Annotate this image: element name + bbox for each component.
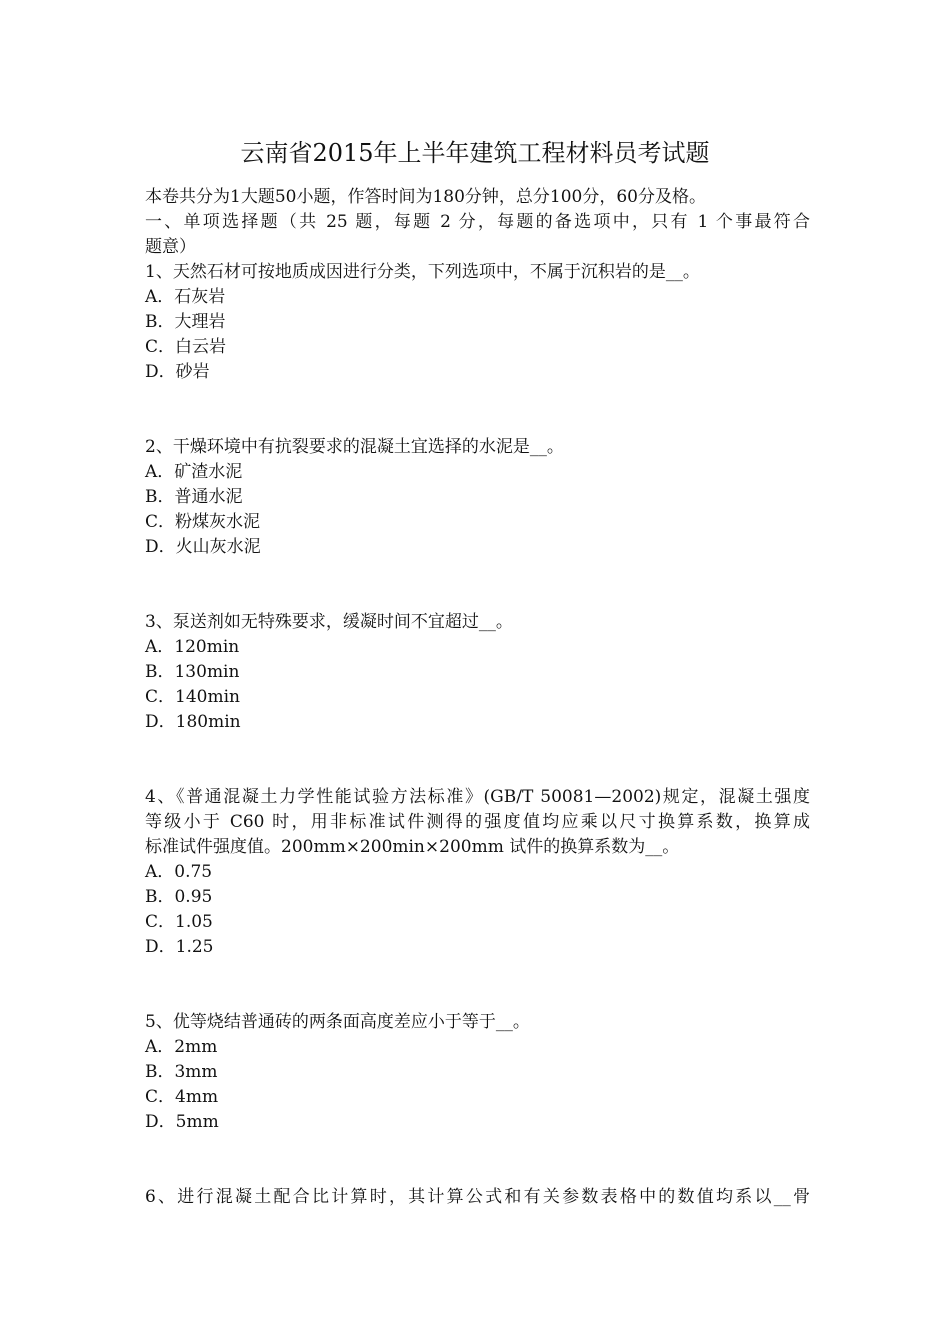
- option-c: C．140min: [145, 687, 240, 707]
- question-stem-line-3: 标准试件强度值。200mm×200min×200mm 试件的换算系数为__。: [145, 837, 680, 857]
- option-a: A．石灰岩: [145, 287, 226, 307]
- spacer: [145, 960, 810, 1010]
- question-stem: 3、泵送剂如无特殊要求，缓凝时间不宜超过__。: [145, 612, 513, 632]
- question-stem: 2、干燥环境中有抗裂要求的混凝土宜选择的水泥是__。: [145, 437, 564, 457]
- option-b: B．130min: [145, 662, 240, 682]
- spacer: [145, 735, 810, 785]
- question-3: [145, 610, 810, 735]
- spacer: [145, 385, 810, 435]
- option-a: A．矿渣水泥: [145, 462, 243, 482]
- question-stem: 5、优等烧结普通砖的两条面高度差应小于等于__。: [145, 1012, 530, 1032]
- option-c: C．1.05: [145, 912, 213, 932]
- document-body: [145, 185, 810, 1210]
- option-c: C．4mm: [145, 1087, 219, 1107]
- document-title: 云南省2015年上半年建筑工程材料员考试题: [240, 139, 710, 167]
- question-stem-line-1: 4、《普通混凝土力学性能试验方法标准》(GB/T 50081—2002)规定，混凝土强度: [145, 787, 810, 807]
- option-d: D．砂岩: [145, 362, 210, 382]
- section-heading-line-2: 题意）: [145, 237, 196, 257]
- option-d: D．5mm: [145, 1112, 219, 1132]
- option-c: C．粉煤灰水泥: [145, 512, 261, 532]
- question-stem: 1、天然石材可按地质成因进行分类，下列选项中，不属于沉积岩的是__。: [145, 262, 700, 282]
- option-b: B．普通水泥: [145, 487, 243, 507]
- question-stem: 6、进行混凝土配合比计算时，其计算公式和有关参数表格中的数值均系以__骨: [145, 1187, 810, 1207]
- spacer: [145, 1135, 810, 1185]
- option-b: B．0.95: [145, 887, 213, 907]
- option-a: A．120min: [145, 637, 240, 657]
- exam-intro: 本卷共分为1大题50小题，作答时间为180分钟，总分100分，60分及格。: [145, 187, 706, 207]
- question-4: [145, 785, 810, 960]
- question-1: [145, 260, 810, 385]
- question-stem-line-2: 等级小于 C60 时，用非标准试件测得的强度值均应乘以尺寸换算系数，换算成: [145, 812, 810, 832]
- section-heading-line-1: 一、单项选择题（共 25 题，每题 2 分，每题的备选项中，只有 1 个事最符合: [145, 212, 810, 232]
- question-5: [145, 1010, 810, 1135]
- option-a: A．0.75: [145, 862, 213, 882]
- option-d: D．1.25: [145, 937, 214, 957]
- option-b: B．大理岩: [145, 312, 226, 332]
- question-6: [145, 1185, 810, 1210]
- spacer: [145, 560, 810, 610]
- option-a: A．2mm: [145, 1037, 218, 1057]
- option-b: B．3mm: [145, 1062, 218, 1082]
- option-d: D．180min: [145, 712, 241, 732]
- question-2: [145, 435, 810, 560]
- option-c: C．白云岩: [145, 337, 227, 357]
- option-d: D．火山灰水泥: [145, 537, 261, 557]
